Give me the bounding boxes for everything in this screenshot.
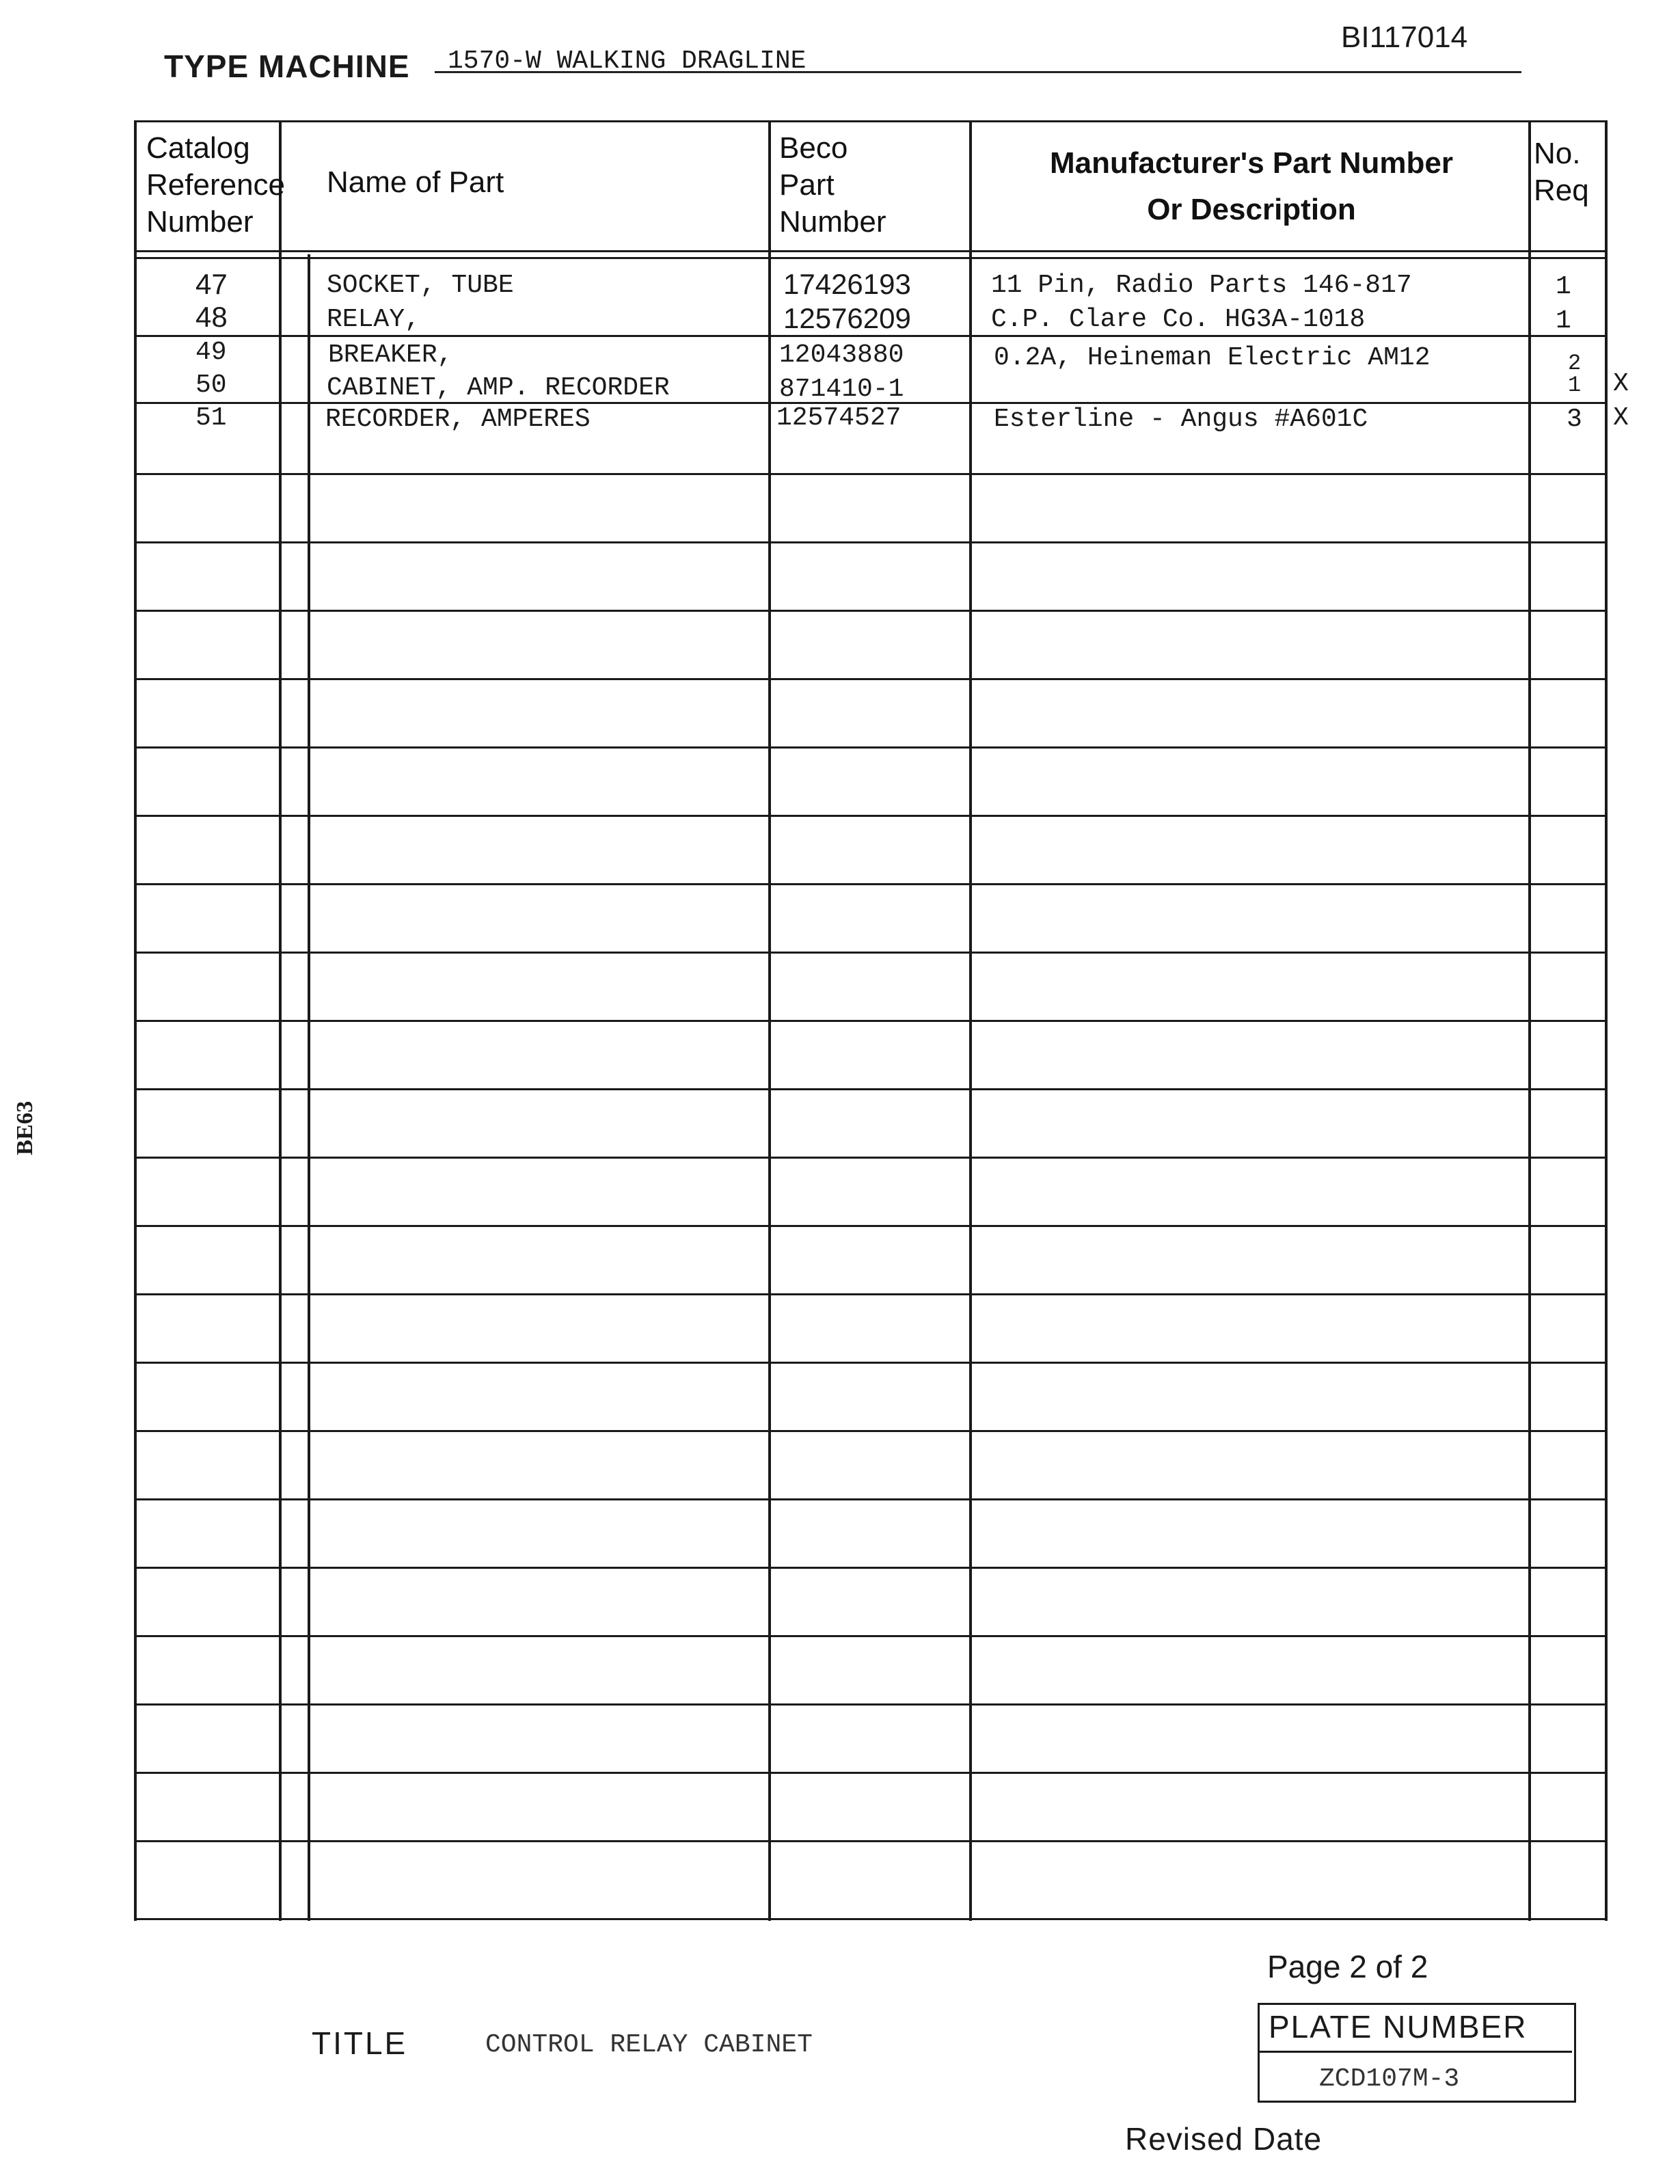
row-ref: 47 — [195, 268, 228, 300]
header-beco — [779, 130, 886, 241]
row-name: SOCKET, TUBE — [327, 271, 514, 300]
type-machine-label: TYPE MACHINE — [164, 49, 410, 84]
row-line — [134, 1840, 1608, 1842]
type-machine-value: 1570-W WALKING DRAGLINE — [448, 46, 807, 76]
row-name: RELAY, — [327, 305, 420, 334]
row-line — [134, 1157, 1608, 1159]
parts-table — [134, 120, 1608, 1921]
header-qty-line: Req — [1534, 174, 1589, 207]
row-line — [134, 1088, 1608, 1090]
row-line — [134, 1020, 1608, 1022]
row-desc: C.P. Clare Co. HG3A-1018 — [991, 305, 1366, 334]
row-name: BREAKER, — [328, 340, 453, 370]
row-line — [134, 1703, 1608, 1706]
header-name: Name of Part — [327, 165, 504, 199]
plate-number-label: PLATE NUMBER — [1269, 2009, 1528, 2045]
row-line — [134, 815, 1608, 817]
row-qty: 1 — [1556, 272, 1571, 301]
plate-number-divider — [1258, 2051, 1572, 2053]
title-value: CONTROL RELAY CABINET — [485, 2030, 813, 2060]
row-ref: 50 — [195, 370, 227, 400]
header-catalog-line: Reference — [146, 168, 286, 202]
row-line — [134, 952, 1608, 954]
row-line — [134, 1772, 1608, 1774]
header-rule — [134, 257, 1608, 259]
row-line — [134, 1362, 1608, 1364]
header-qty-line: No. — [1534, 137, 1581, 170]
document-id: BI117014 — [1341, 21, 1468, 54]
header-qty — [1534, 135, 1589, 209]
row-mark: X — [1613, 369, 1629, 399]
header-manufacturer-line: Manufacturer's Part Number — [1050, 146, 1453, 180]
row-beco: 12576209 — [783, 302, 911, 334]
row-beco: 871410-1 — [779, 375, 904, 404]
row-line — [134, 746, 1608, 749]
row-line — [134, 1225, 1608, 1227]
header-catalog — [146, 130, 285, 241]
row-ref: 51 — [195, 403, 227, 433]
row-desc: Esterline - Angus #A601C — [994, 405, 1368, 434]
row-ref: 48 — [195, 301, 228, 333]
margin-code: BE63 — [12, 1101, 38, 1155]
row-line — [134, 1498, 1608, 1500]
row-line — [134, 610, 1608, 612]
row-qty: 2 — [1568, 351, 1582, 376]
row-line — [134, 883, 1608, 885]
header-manufacturer-line: Or Description — [1147, 193, 1356, 226]
header-rule — [134, 250, 1608, 252]
row-ref: 49 — [195, 338, 227, 367]
row-line — [134, 335, 1608, 337]
row-qty: 3 — [1567, 405, 1582, 434]
table-border-bottom — [134, 1918, 1608, 1920]
table-border-top — [134, 120, 1608, 122]
row-qty: 1 — [1568, 373, 1582, 398]
row-line — [134, 1635, 1608, 1637]
row-line — [134, 541, 1608, 543]
row-line — [134, 1567, 1608, 1569]
title-label: TITLE — [312, 2025, 408, 2061]
row-desc: 11 Pin, Radio Parts 146-817 — [991, 271, 1412, 300]
page-indicator: Page 2 of 2 — [1267, 1949, 1428, 1984]
row-line — [134, 1430, 1608, 1432]
column-divider — [308, 254, 310, 1921]
header-catalog-line: Catalog — [146, 131, 250, 165]
plate-number-value: ZCD107M-3 — [1319, 2064, 1460, 2094]
row-name: RECORDER, AMPERES — [325, 405, 591, 434]
row-desc: 0.2A, Heineman Electric AM12 — [994, 343, 1431, 373]
row-beco: 17426193 — [783, 268, 911, 300]
revised-date-label: Revised Date — [1125, 2121, 1323, 2157]
row-beco: 12574527 — [776, 403, 902, 433]
header-catalog-line: Number — [146, 205, 254, 239]
row-line — [134, 473, 1608, 475]
row-beco: 12043880 — [779, 340, 904, 370]
row-line — [134, 1293, 1608, 1295]
row-line — [134, 678, 1608, 680]
header-manufacturer — [975, 145, 1528, 228]
row-mark: X — [1613, 403, 1629, 433]
header-beco-line: Beco — [779, 131, 848, 165]
type-machine-underline — [435, 71, 1521, 73]
row-name: CABINET, AMP. RECORDER — [327, 373, 670, 403]
header-beco-line: Number — [779, 205, 886, 239]
header-beco-line: Part — [779, 168, 835, 202]
row-qty: 1 — [1556, 306, 1571, 336]
